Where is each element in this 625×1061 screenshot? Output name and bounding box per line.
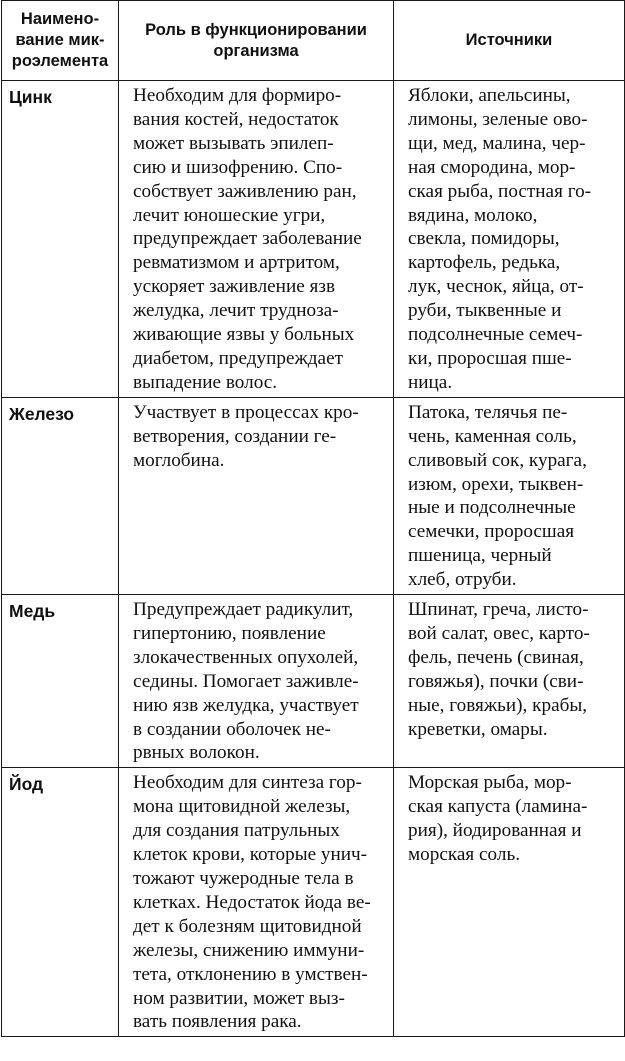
text-line: семечки, проросшая xyxy=(408,521,575,543)
header-sources xyxy=(394,1,625,81)
text-line: ускоряет заживление язв xyxy=(133,276,336,298)
text-line: диабетом, предупреждает xyxy=(133,347,343,369)
text-line: ки, проросшая пше- xyxy=(408,347,572,369)
text-line: фель, печень (свиная, xyxy=(408,646,584,668)
text-line: ная смородина, мор- xyxy=(408,156,576,178)
text-line: предупреждает заболевание xyxy=(133,228,362,250)
microelements-table xyxy=(1,0,625,1037)
text-line: рвных волокон. xyxy=(133,742,260,764)
text-line: морская соль. xyxy=(408,844,520,866)
role-cell xyxy=(119,81,394,398)
header-line: Источники xyxy=(465,31,553,49)
text-line: Шпинат, греча, листо- xyxy=(408,599,589,621)
text-line: вания костей, недостаток xyxy=(133,108,339,130)
table-row xyxy=(2,768,625,1037)
element-name: Йод xyxy=(2,768,119,1037)
table-row xyxy=(2,81,625,398)
text-line: для создания патрульных xyxy=(133,820,340,842)
text-line: хлеб, отруби. xyxy=(408,569,517,591)
text-line: выпадение волос. xyxy=(133,371,278,393)
element-name: Железо xyxy=(2,397,119,594)
header-line: Наимено- xyxy=(20,10,100,28)
text-line: ные и подсолнечные xyxy=(408,497,576,519)
text-line: ская капуста (ламина- xyxy=(408,796,588,818)
sources-cell xyxy=(394,595,625,768)
text-line: подсолнечные семеч- xyxy=(408,324,583,346)
text-line: ница. xyxy=(408,371,453,393)
element-name: Медь xyxy=(2,595,119,768)
text-line: щи, мед, малина, чер- xyxy=(408,132,586,154)
header-name xyxy=(2,1,119,81)
text-line: может вызывать эпилеп- xyxy=(133,132,334,154)
text-line: сливовый сок, курага, xyxy=(408,449,587,471)
text-line: сию и шизофрению. Спо- xyxy=(133,156,343,178)
text-line: вой салат, овес, карто- xyxy=(408,622,590,644)
text-line: нию язв желудка, участвует xyxy=(133,694,359,716)
text-line: клетках. Недостаток йода ве- xyxy=(133,891,371,913)
text-line: моглобина. xyxy=(133,449,225,471)
text-line: лечит юношеские угри, xyxy=(133,204,326,226)
text-line: седины. Помогает заживле- xyxy=(133,670,359,692)
text-line: ном развитии, может выз- xyxy=(133,987,345,1009)
element-name: Цинк xyxy=(2,81,119,398)
text-line: ревматизмом и артритом, xyxy=(133,252,340,274)
sources-cell xyxy=(394,768,625,1037)
text-line: вать появления рака. xyxy=(133,1011,302,1033)
sources-cell xyxy=(394,397,625,594)
text-line: ская рыба, постная го- xyxy=(408,180,592,202)
role-cell xyxy=(119,397,394,594)
text-line: лук, чеснок, яйца, от- xyxy=(408,276,584,298)
sources-cell xyxy=(394,81,625,398)
text-line: желудка, лечит трудноза- xyxy=(133,300,339,322)
text-line: вядина, молоко, xyxy=(408,204,538,226)
header-line: Роль в функционировании xyxy=(145,20,367,39)
header-row xyxy=(2,1,625,81)
text-line: Необходим для синтеза гор- xyxy=(133,772,362,794)
text-line: тета, отклонению в умствен- xyxy=(133,963,368,985)
text-line: Необходим для формиро- xyxy=(133,85,342,106)
text-line: гипертонию, появление xyxy=(133,622,326,644)
table-row xyxy=(2,397,625,594)
text-line: Яблоки, апельсины, xyxy=(408,85,571,106)
text-line: тожают чужеродные тела в xyxy=(133,868,354,889)
text-line: ные, говяжьи), крабы, xyxy=(408,694,588,716)
role-cell xyxy=(119,768,394,1037)
header-line: вание мик- xyxy=(15,31,105,49)
header-line: организма xyxy=(213,41,299,60)
text-line: Морская рыба, мор- xyxy=(408,772,572,794)
text-line: свекла, помидоры, xyxy=(408,228,560,250)
text-line: дет к болезням щитовидной xyxy=(133,915,362,937)
text-line: рия), йодированная и xyxy=(408,820,582,842)
text-line: железы, снижению иммуни- xyxy=(133,939,365,961)
text-line: пшеница, черный xyxy=(408,545,552,567)
text-line: изюм, орехи, тыквен- xyxy=(408,473,584,495)
text-line: клеток крови, которые унич- xyxy=(133,844,368,866)
text-line: собствует заживлению ран, xyxy=(133,180,357,202)
text-line: креветки, омары. xyxy=(408,718,548,740)
text-line: Участвует в процессах кро- xyxy=(133,401,359,423)
table-row xyxy=(2,595,625,768)
text-line: в создании оболочек не- xyxy=(133,718,331,740)
text-line: ветворения, создании ге- xyxy=(133,425,337,447)
text-line: лимоны, зеленые ово- xyxy=(408,108,588,130)
header-line: роэлемента xyxy=(11,52,109,70)
text-line: Предупреждает радикулит, xyxy=(133,599,354,621)
text-line: картофель, редька, xyxy=(408,252,561,274)
text-line: живающие язвы у больных xyxy=(133,324,355,346)
table-body xyxy=(2,81,625,1037)
text-line: Патока, телячья пе- xyxy=(408,401,568,423)
text-line: говяжья), почки (сви- xyxy=(408,670,584,692)
text-line: чень, каменная соль, xyxy=(408,425,577,447)
text-line: злокачественных опухолей, xyxy=(133,646,359,668)
header-role xyxy=(119,1,394,81)
role-cell xyxy=(119,595,394,768)
text-line: мона щитовидной железы, xyxy=(133,796,351,818)
text-line: руби, тыквенные и xyxy=(408,300,562,322)
